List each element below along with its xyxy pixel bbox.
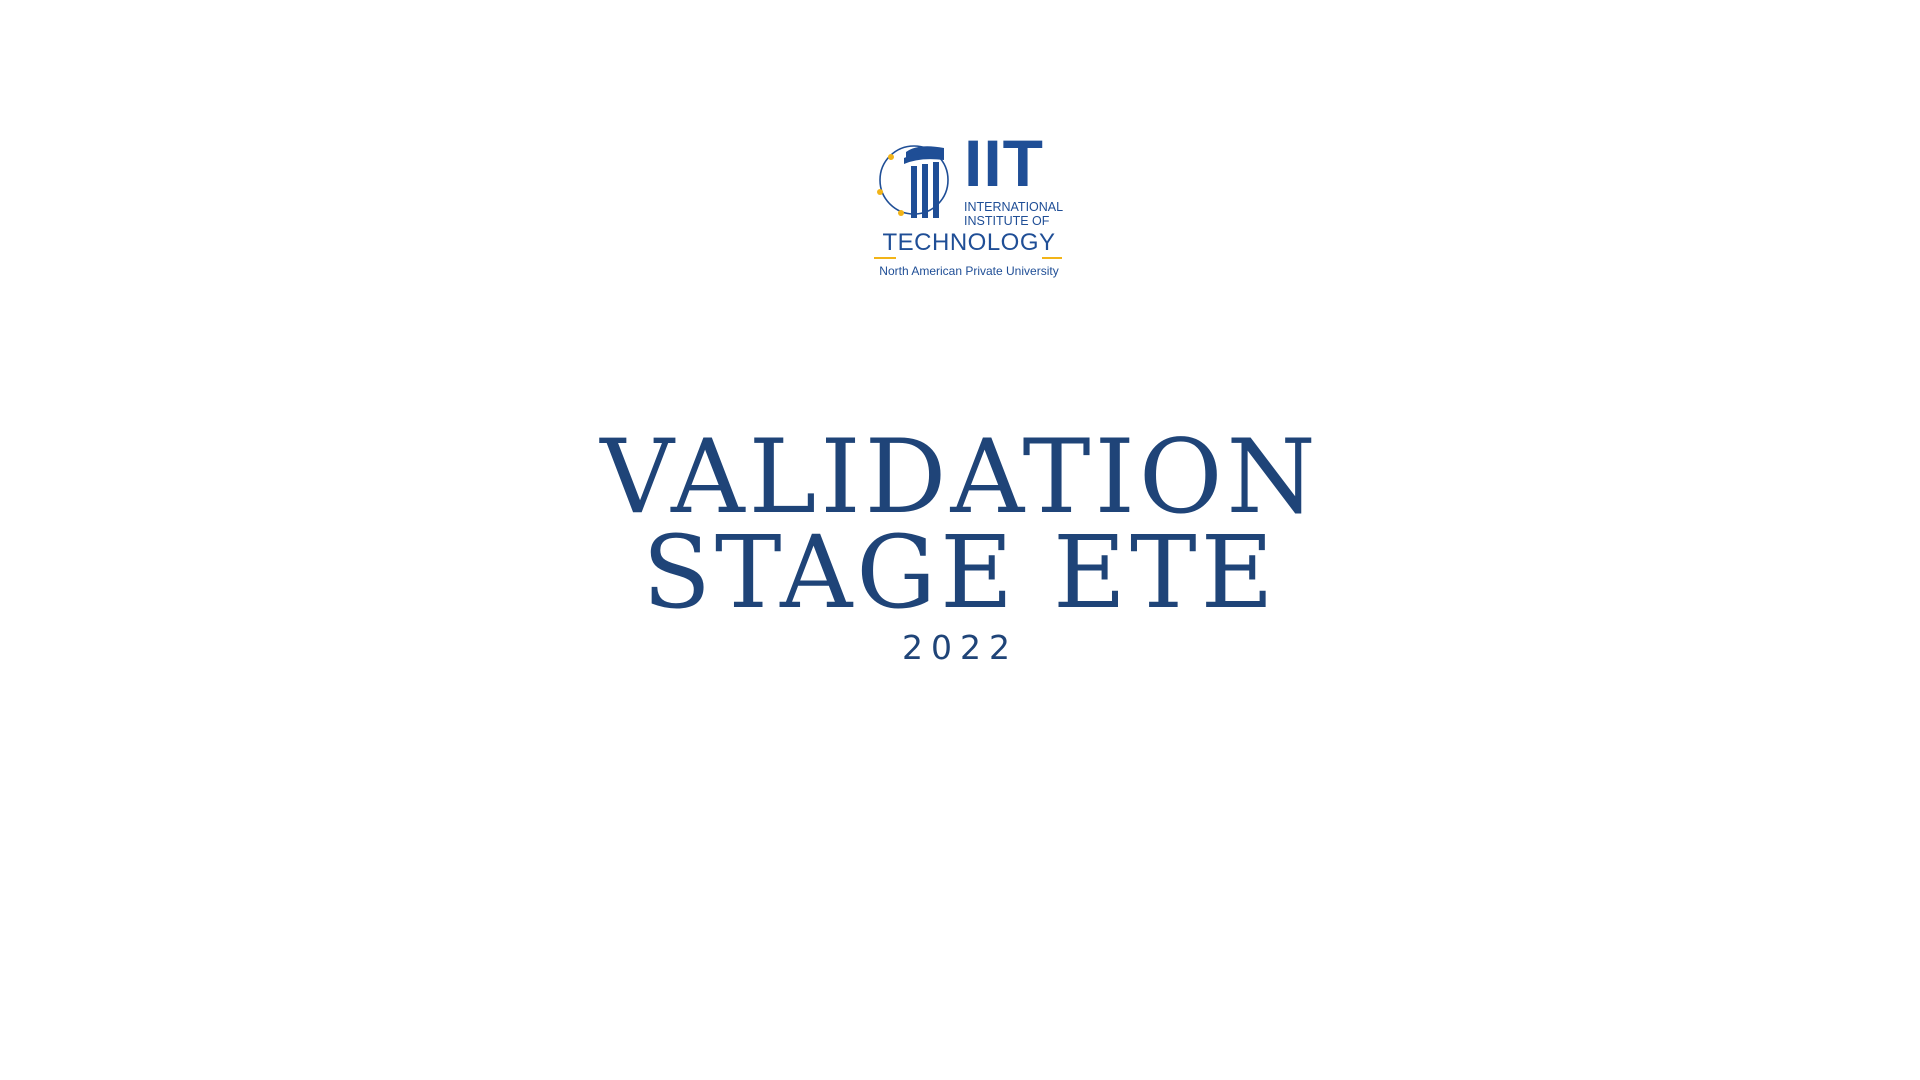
iit-logo [874, 126, 1064, 283]
year-label: 2022 [902, 628, 1018, 667]
logo-acronym: IIT [964, 126, 1044, 200]
logo-line-technology: TECHNOLOGY [882, 229, 1056, 256]
title-line-1: VALIDATION [600, 418, 1320, 537]
logo-line-institute-of: INSTITUTE OF [964, 214, 1050, 228]
logo-line-international: INTERNATIONAL [964, 200, 1064, 214]
pillar-orbit-icon [874, 138, 964, 228]
title-line-2: STAGE ETE [642, 514, 1278, 631]
logo-accent-rule-right [1042, 257, 1062, 259]
logo-tagline: North American Private University [879, 264, 1059, 278]
logo-accent-rule-left [874, 257, 896, 259]
